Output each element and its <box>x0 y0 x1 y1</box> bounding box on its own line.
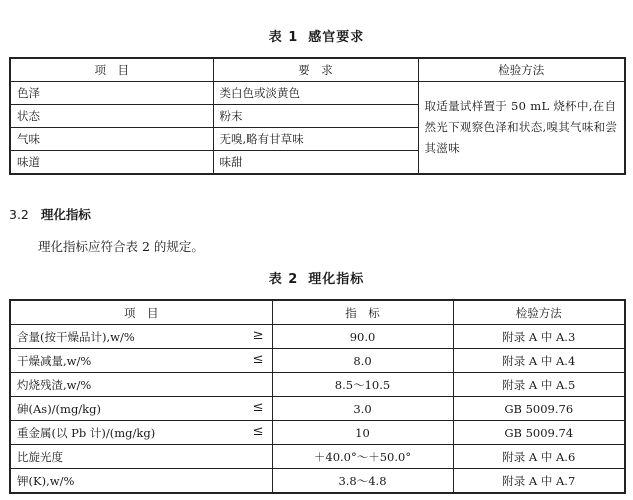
table-row <box>10 82 625 105</box>
row-item: 钾(K),w/% <box>17 473 75 488</box>
column-header-indicator: 指 标 <box>272 300 453 325</box>
row-value: 8.5～10.5 <box>272 373 453 397</box>
row-item: 灼烧残渣,w/% <box>17 377 92 392</box>
row-method: GB 5009.76 <box>453 397 625 421</box>
row-method: GB 5009.74 <box>453 421 625 445</box>
table2-title <box>0 268 633 287</box>
row-item-cell <box>10 469 272 494</box>
table2-number: 表 2 <box>268 272 299 287</box>
row-item-cell <box>10 445 272 469</box>
column-header-method: 检验方法 <box>453 300 625 325</box>
table-row <box>10 445 625 469</box>
row-value: 10 <box>272 421 453 445</box>
table-row <box>10 325 625 349</box>
sensory-requirements-table <box>9 57 626 175</box>
table1-caption: 感官要求 <box>308 30 365 45</box>
comparison-operator: ≤ <box>252 400 264 415</box>
table-row <box>10 397 625 421</box>
row-method: 附录 A 中 A.3 <box>453 325 625 349</box>
table2-caption: 理化指标 <box>308 272 365 287</box>
row-item: 比旋光度 <box>17 449 63 464</box>
table-row <box>10 421 625 445</box>
column-header-method: 检验方法 <box>418 58 625 82</box>
row-value: 90.0 <box>272 325 453 349</box>
row-method: 附录 A 中 A.5 <box>453 373 625 397</box>
row-item: 砷(As)/(mg/kg) <box>17 401 101 416</box>
row-item: 干燥减量,w/% <box>17 353 92 368</box>
row-value: 8.0 <box>272 349 453 373</box>
row-method: 附录 A 中 A.6 <box>453 445 625 469</box>
table1-number: 表 1 <box>268 30 299 45</box>
column-header-requirement: 要 求 <box>213 58 418 82</box>
row-item: 气味 <box>10 128 213 151</box>
comparison-operator: ≤ <box>252 352 264 367</box>
inspection-method: 取适量试样置于 50 mL 烧杯中,在自然光下观察色泽和状态,嗅其气味和尝其滋味 <box>418 82 625 175</box>
row-item-cell <box>10 397 272 421</box>
row-method: 附录 A 中 A.7 <box>453 469 625 494</box>
row-value: ＋40.0°～＋50.0° <box>272 445 453 469</box>
table-row <box>10 373 625 397</box>
row-item-cell <box>10 421 272 445</box>
row-item-cell <box>10 325 272 349</box>
row-requirement: 味甜 <box>213 151 418 175</box>
row-item: 重金属(以 Pb 计)/(mg/kg) <box>17 425 156 440</box>
table-row <box>10 469 625 494</box>
comparison-operator: ≥ <box>252 328 264 343</box>
physicochemical-indicators-table <box>9 299 626 494</box>
section-heading <box>9 205 91 223</box>
row-method: 附录 A 中 A.4 <box>453 349 625 373</box>
row-item: 含量(按干燥品计),w/% <box>17 329 135 344</box>
column-header-item: 项 目 <box>10 300 272 325</box>
table-header-row <box>10 58 625 82</box>
column-header-item: 项 目 <box>10 58 213 82</box>
row-requirement: 粉末 <box>213 105 418 128</box>
section-number: 3.2 <box>9 207 29 222</box>
row-item-cell <box>10 373 272 397</box>
table-row <box>10 349 625 373</box>
table1-title <box>0 26 633 45</box>
section-title: 理化指标 <box>40 207 91 222</box>
table-header-row <box>10 300 625 325</box>
row-item: 色泽 <box>10 82 213 105</box>
row-value: 3.0 <box>272 397 453 421</box>
row-requirement: 类白色或淡黄色 <box>213 82 418 105</box>
row-item: 状态 <box>10 105 213 128</box>
row-requirement: 无嗅,略有甘草味 <box>213 128 418 151</box>
comparison-operator: ≤ <box>252 424 264 439</box>
row-item: 味道 <box>10 151 213 175</box>
section-paragraph: 理化指标应符合表 2 的规定。 <box>38 239 204 254</box>
row-value: 3.8～4.8 <box>272 469 453 494</box>
row-item-cell <box>10 349 272 373</box>
